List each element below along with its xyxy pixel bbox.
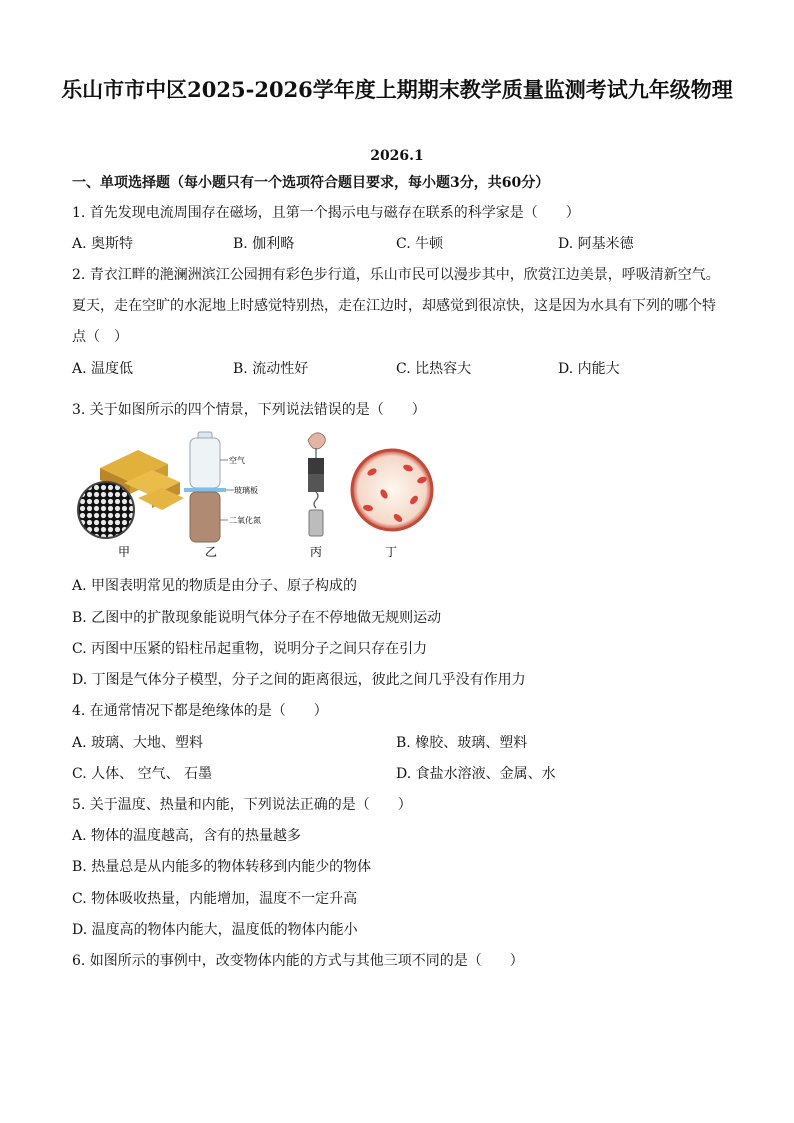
q5-option-d: D. 温度高的物体内能大，温度低的物体内能小: [72, 922, 358, 938]
q5-option-c: C. 物体吸收热量，内能增加，温度不一定升高: [72, 891, 358, 907]
question-2-stem-line2: 夏天，走在空旷的水泥地上时感觉特别热，走在江边时，却感觉到很凉快，这是因为水具有下列的哪个特: [72, 298, 716, 314]
figure-label-ding: 丁: [385, 545, 398, 559]
question-3-figure: [72, 428, 452, 563]
q2-option-a: A. 温度低: [72, 361, 134, 377]
q4-option-b: B. 橡胶、玻璃、塑料: [396, 735, 528, 751]
page-title: 乐山市市中区2025-2026学年度上期期末教学质量监测考试九年级物理: [61, 77, 733, 102]
figure-yi-no2-label: 二氧化氮: [229, 516, 261, 525]
q3-option-a: A. 甲图表明常见的物质是由分子、原子构成的: [72, 578, 358, 594]
q3-option-c: C. 丙图中压紧的铅柱吊起重物，说明分子之间只存在引力: [72, 641, 428, 657]
q1-option-b: B. 伽利略: [233, 236, 295, 252]
question-2-stem-line1: 2. 青衣江畔的滟澜洲滨江公园拥有彩色步行道，乐山市民可以漫步其中，欣赏江边美景，呼吸清新空气。: [72, 267, 720, 283]
question-6-stem: 6. 如图所示的事例中，改变物体内能的方式与其他三项不同的是（ ）: [72, 953, 524, 969]
q2-option-c: C. 比热容大: [396, 361, 472, 377]
q5-option-a: A. 物体的温度越高，含有的热量越多: [72, 828, 302, 844]
question-2-stem-line3: 点（ ）: [72, 329, 128, 345]
exam-date: 2026.1: [370, 148, 424, 164]
figure-label-jia: 甲: [118, 545, 131, 559]
figure-yi-diffusion: [184, 432, 234, 542]
figure-bing-lead-columns: [308, 433, 325, 536]
q4-option-d: D. 食盐水溶液、金属、水: [396, 766, 556, 782]
figure-ding-gas-model: [352, 450, 432, 530]
q1-option-c: C. 牛顿: [396, 236, 444, 252]
q3-option-d: D. 丁图是气体分子模型，分子之间的距离很远，彼此之间几乎没有作用力: [72, 672, 526, 688]
q4-option-c: C. 人体、 空气、 石墨: [72, 766, 213, 782]
q5-option-b: B. 热量总是从内能多的物体转移到内能少的物体: [72, 859, 372, 875]
q2-option-b: B. 流动性好: [233, 361, 309, 377]
section-heading: 一、单项选择题（每小题只有一个选项符合题目要求，每小题3分，共60分）: [72, 175, 550, 191]
q4-option-a: A. 玻璃、大地、塑料: [72, 735, 204, 751]
question-1-stem: 1. 首先发现电流周围存在磁场，且第一个揭示电与磁存在联系的科学家是（ ）: [72, 205, 580, 221]
q2-option-d: D. 内能大: [558, 361, 620, 377]
q1-option-d: D. 阿基米德: [558, 236, 634, 252]
question-3-stem: 3. 关于如图所示的四个情景，下列说法错误的是（ ）: [72, 402, 426, 418]
question-5-stem: 5. 关于温度、热量和内能，下列说法正确的是（ ）: [72, 797, 412, 813]
figure-jia-lattice: [78, 482, 134, 538]
q1-option-a: A. 奥斯特: [72, 236, 134, 252]
figure-label-bing: 丙: [310, 545, 323, 559]
figure-yi-air-label: 空气: [229, 456, 245, 465]
question-4-stem: 4. 在通常情况下都是绝缘体的是（ ）: [72, 703, 328, 719]
figure-yi-glass-label: 玻璃板: [234, 486, 258, 495]
q3-option-b: B. 乙图中的扩散现象能说明气体分子在不停地做无规则运动: [72, 610, 442, 626]
figure-label-yi: 乙: [205, 545, 218, 559]
